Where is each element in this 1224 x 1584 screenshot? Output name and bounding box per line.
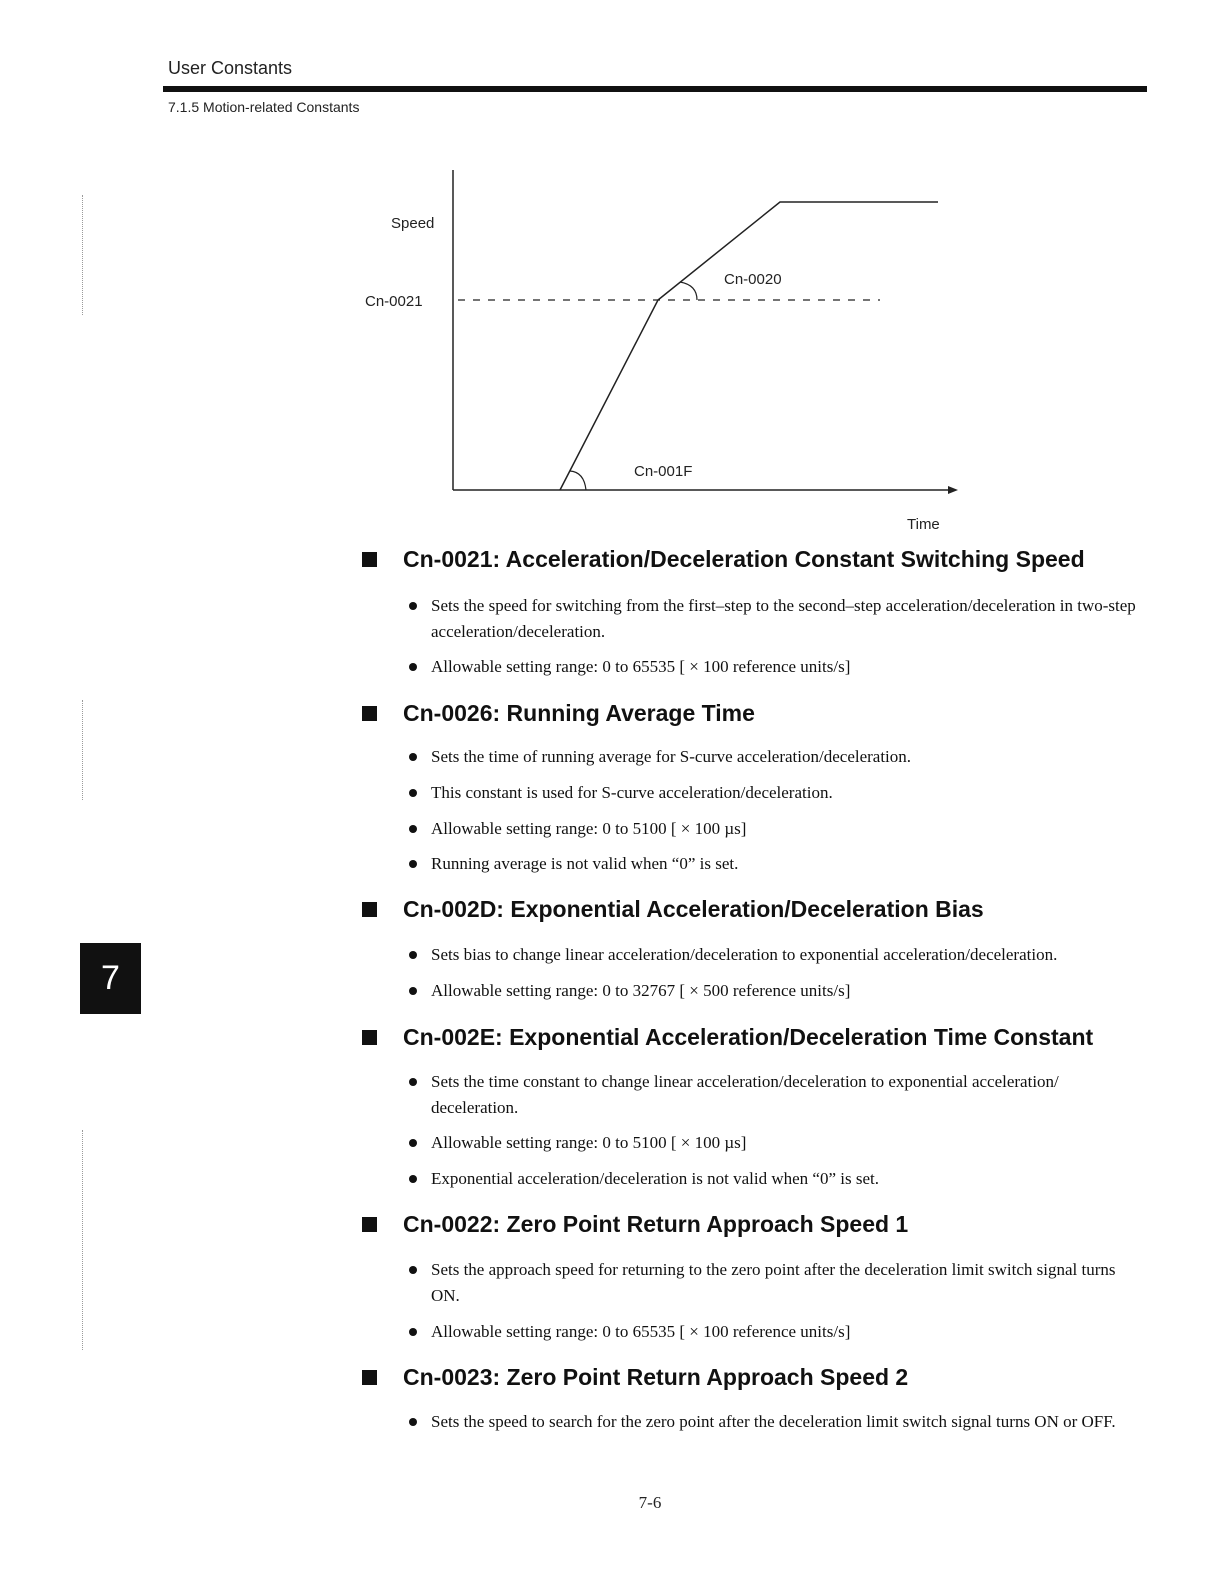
section-heading: [362, 1364, 908, 1391]
bullet-text: Sets the speed for switching from the first–step to the second–step acceleration/deceleration in two-step acceleration/deceleration.: [431, 596, 1136, 641]
bullet-icon: [409, 1328, 417, 1336]
section-title: Cn-0026: Running Average Time: [403, 700, 755, 726]
header-rule: [163, 86, 1147, 92]
x-axis-arrow: [948, 486, 958, 494]
bullet-item: [408, 780, 1148, 806]
first-slope-angle-arc: [570, 471, 586, 490]
bullet-icon: [409, 951, 417, 959]
y-axis-label: Speed: [391, 215, 435, 232]
bullet-text: Sets the speed to search for the zero point after the deceleration limit switch signal turns ON or OFF.: [431, 1412, 1116, 1431]
bullet-item: [408, 1409, 1148, 1435]
section-title: Cn-0022: Zero Point Return Approach Speed 1: [403, 1211, 909, 1237]
bullet-item: [408, 1257, 1148, 1309]
speed-profile-line: [560, 202, 938, 490]
bullet-item: [408, 1130, 1148, 1156]
bullet-icon: [409, 1418, 417, 1426]
section-title: Cn-002E: Exponential Acceleration/Deceleration Time Constant: [403, 1024, 1094, 1050]
margin-dots: [82, 1130, 83, 1350]
section-heading: [362, 546, 1085, 573]
speed-time-figure: [360, 160, 980, 540]
bullet-item: [408, 816, 1148, 842]
bullet-icon: [409, 1139, 417, 1147]
section-marker: [362, 1370, 377, 1385]
section-marker: [362, 706, 377, 721]
bullet-text: Running average is not valid when “0” is set.: [431, 854, 739, 873]
x-axis-label: Time: [907, 516, 940, 533]
first-slope-label: Cn-001F: [634, 463, 693, 480]
bullet-icon: [409, 663, 417, 671]
bullet-text: Sets the time constant to change linear acceleration/deceleration to exponential acceleration/ deceleration.: [431, 1072, 1059, 1117]
bullet-text: Exponential acceleration/deceleration is not valid when “0” is set.: [431, 1169, 879, 1188]
bullet-text: Allowable setting range: 0 to 5100 [ × 100 µs]: [431, 819, 747, 838]
section-marker: [362, 902, 377, 917]
section-heading: [362, 700, 755, 727]
margin-dots: [82, 700, 83, 800]
bullet-text: Sets the time of running average for S-curve acceleration/deceleration.: [431, 747, 912, 766]
bullet-icon: [409, 987, 417, 995]
bullet-item: [408, 1166, 1148, 1192]
bullet-item: [408, 593, 1148, 645]
section-marker: [362, 552, 377, 567]
bullet-text: Allowable setting range: 0 to 65535 [ × 100 reference units/s]: [431, 657, 851, 676]
second-slope-angle-arc: [680, 282, 697, 300]
section-marker: [362, 1217, 377, 1232]
bullet-icon: [409, 753, 417, 761]
bullet-item: [408, 851, 1148, 877]
bullet-text: Allowable setting range: 0 to 32767 [ × 500 reference units/s]: [431, 981, 851, 1000]
bullet-text: Sets the approach speed for returning to the zero point after the deceleration limit switch signal turns ON.: [431, 1260, 1116, 1305]
section-title: Cn-002D: Exponential Acceleration/Deceleration Bias: [403, 896, 984, 922]
bullet-item: [408, 1319, 1148, 1345]
bullet-icon: [409, 1175, 417, 1183]
bullet-text: Sets bias to change linear acceleration/deceleration to exponential acceleration/deceleration.: [431, 945, 1058, 964]
bullet-text: Allowable setting range: 0 to 5100 [ × 100 µs]: [431, 1133, 747, 1152]
bullet-icon: [409, 1266, 417, 1274]
bullet-text: Allowable setting range: 0 to 65535 [ × 100 reference units/s]: [431, 1322, 851, 1341]
running-header-subsection: 7.1.5 Motion-related Constants: [168, 99, 360, 115]
bullet-item: [408, 978, 1148, 1004]
page-number: 7-6: [638, 1493, 662, 1512]
section-title: Cn-0021: Acceleration/Deceleration Constant Switching Speed: [403, 546, 1085, 572]
section-heading: [362, 1024, 1093, 1051]
bullet-icon: [409, 1078, 417, 1086]
chapter-tab: 7: [80, 943, 141, 1014]
margin-dots: [82, 195, 83, 315]
bullet-item: [408, 942, 1148, 968]
section-heading: [362, 896, 984, 923]
bullet-item: [408, 1069, 1148, 1121]
section-heading: [362, 1211, 908, 1238]
bullet-icon: [409, 602, 417, 610]
section-title: Cn-0023: Zero Point Return Approach Speed 2: [403, 1364, 909, 1390]
bullet-icon: [409, 789, 417, 797]
bullet-item: [408, 744, 1148, 770]
running-header-title: User Constants: [168, 58, 293, 78]
section-marker: [362, 1030, 377, 1045]
second-slope-label: Cn-0020: [724, 271, 782, 288]
bullet-text: This constant is used for S-curve acceleration/deceleration.: [431, 783, 833, 802]
bullet-icon: [409, 860, 417, 868]
bullet-icon: [409, 825, 417, 833]
bullet-item: [408, 654, 1148, 680]
switch-level-label: Cn-0021: [365, 293, 423, 310]
